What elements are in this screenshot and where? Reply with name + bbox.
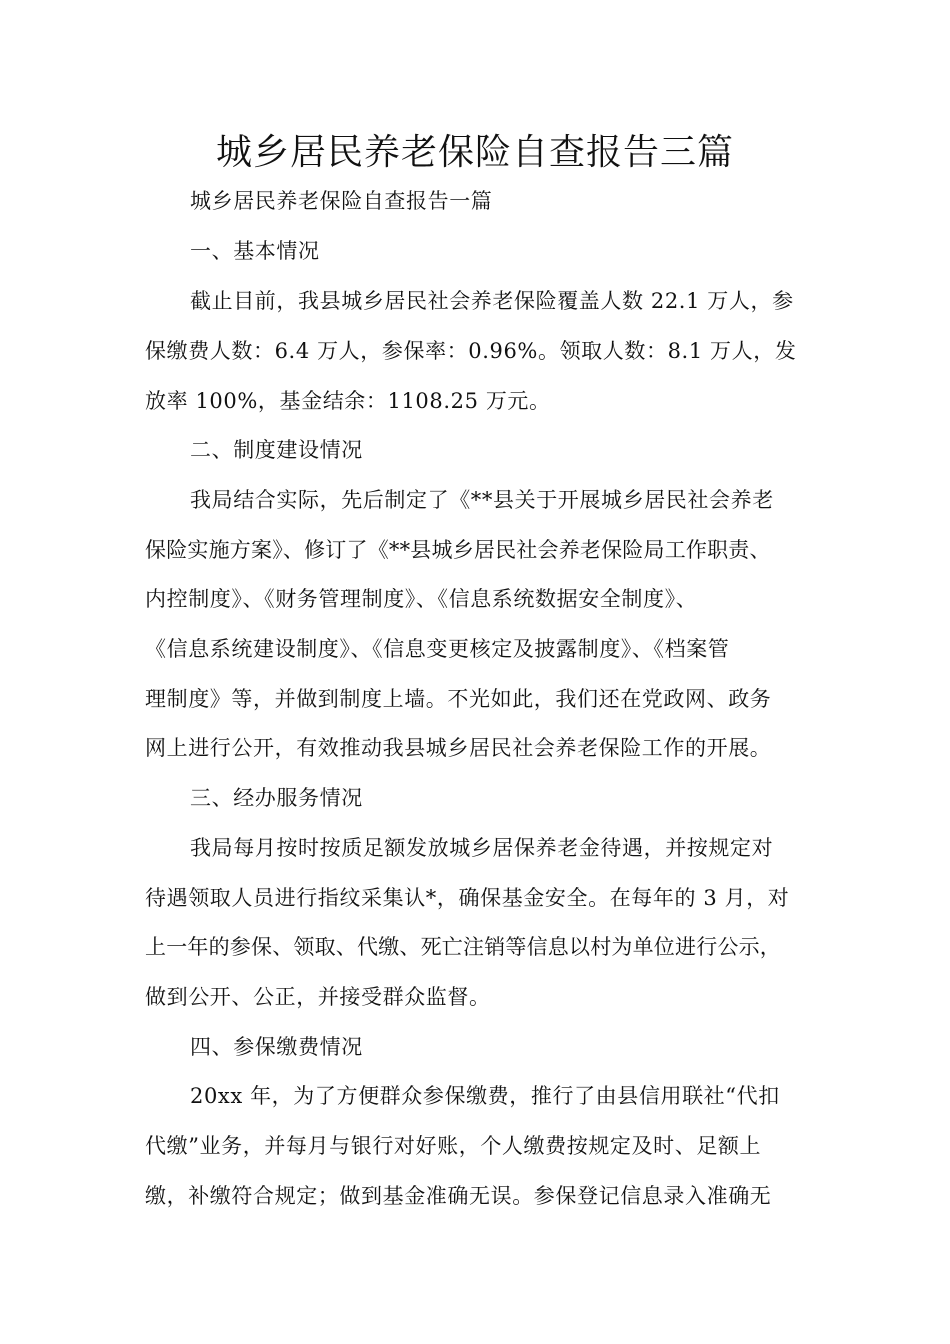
paragraph-line: 保缴费人数：6.4 万人，参保率：0.96%。领取人数：8.1 万人，发	[145, 339, 797, 363]
section-heading-service: 三、经办服务情况	[190, 786, 363, 810]
paragraph-line: 20xx 年，为了方便群众参保缴费，推行了由县信用联社“代扣	[190, 1084, 780, 1108]
paragraph-line: 放率 100%，基金结余：1108.25 万元。	[145, 389, 551, 413]
document-title: 城乡居民养老保险自查报告三篇	[215, 132, 734, 173]
paragraph-line: 缴，补缴符合规定；做到基金准确无误。参保登记信息录入准确无	[145, 1184, 772, 1208]
paragraph-line: 网上进行公开，有效推动我县城乡居民社会养老保险工作的开展。	[145, 736, 772, 760]
paragraph-line: 内控制度》、《财务管理制度》、《信息系统数据安全制度》、	[145, 587, 698, 611]
paragraph-line: 做到公开、公正，并接受群众监督。	[145, 985, 491, 1009]
paragraph-line: 《信息系统建设制度》、《信息变更核定及披露制度》、《档案管	[145, 637, 730, 661]
section-heading-payment: 四、参保缴费情况	[190, 1035, 363, 1059]
paragraph-line: 截止目前，我县城乡居民社会养老保险覆盖人数 22.1 万人，参	[190, 289, 794, 313]
document-subtitle: 城乡居民养老保险自查报告一篇	[190, 189, 493, 213]
section-heading-basic: 一、基本情况	[190, 239, 320, 263]
paragraph-line: 我局结合实际，先后制定了《**县关于开展城乡居民社会养老	[190, 488, 774, 512]
section-heading-system: 二、制度建设情况	[190, 438, 363, 462]
paragraph-line: 代缴”业务，并每月与银行对好账，个人缴费按规定及时、足额上	[145, 1134, 762, 1158]
paragraph-line: 待遇领取人员进行指纹采集认*，确保基金安全。在每年的 3 月，对	[145, 886, 790, 910]
paragraph-line: 上一年的参保、领取、代缴、死亡注销等信息以村为单位进行公示，	[145, 935, 781, 959]
paragraph-line: 理制度》等，并做到制度上墙。不光如此，我们还在党政网、政务	[145, 687, 772, 711]
paragraph-line: 我局每月按时按质足额发放城乡居保养老金待遇，并按规定对	[190, 836, 774, 860]
paragraph-line: 保险实施方案》、修订了《**县城乡居民社会养老保险局工作职责、	[145, 538, 771, 562]
